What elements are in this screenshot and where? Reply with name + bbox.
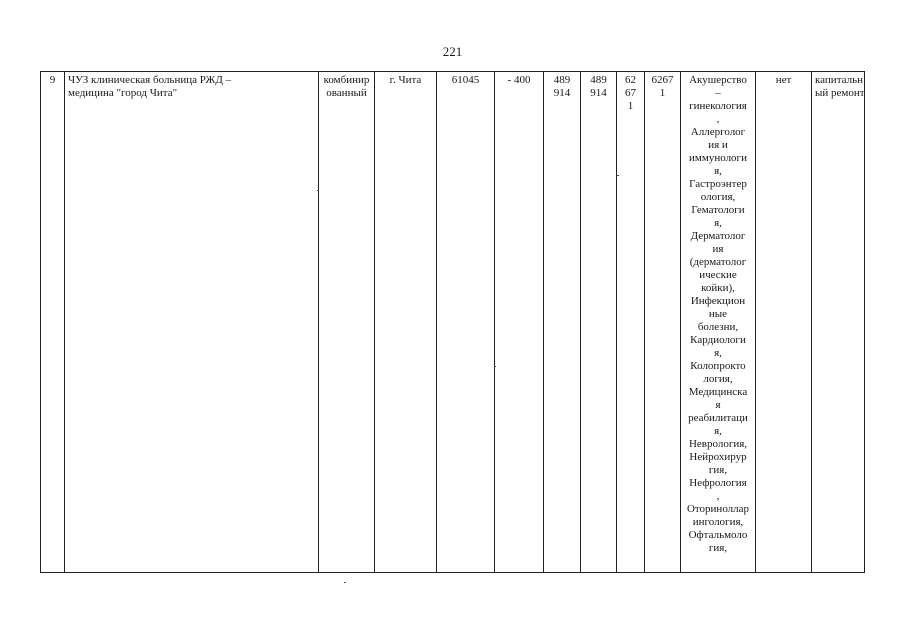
medical-profile-line: гия, [708,542,728,554]
type-line: комбинир [323,74,370,86]
medical-profile-line: гинекология [689,100,747,112]
scan-speck [317,190,319,191]
medical-profile-line: логия, [703,373,733,385]
medical-profile-line: иммунологи [689,152,747,164]
work-type-line: капитальн [815,74,864,86]
institution-name-cell [65,72,319,573]
availability-cell: нет [756,72,812,573]
page-number: 221 [442,44,463,59]
medical-profile-line: Инфекцион [690,295,746,307]
medical-profile-line: Кардиологи [690,334,746,346]
medical-profile-line: Офтальмоло [688,529,748,541]
medical-profile-line: Оториноллар [686,503,750,515]
medical-profile-line: ология, [700,191,736,203]
medical-profile-line: я, [714,347,722,359]
work-type-cell [812,72,865,573]
medical-profile-line: Нефрология [689,477,747,489]
code-cell: 61045 [437,72,495,573]
medical-profile-line: Колопрокто [690,360,746,372]
work-type-line: ый ремонт [815,87,865,99]
medical-profile-line: Медицинска [688,386,748,398]
value-a-line: 489 [553,74,571,86]
medical-profile-line: я [715,399,721,411]
institution-type-cell [319,72,375,573]
medical-profile-line: Дерматолог [690,230,746,242]
table-row [41,72,865,573]
medical-profile-line: , [716,113,720,125]
value-b-cell [581,72,617,573]
medical-profile-line: Аллерголог [690,126,746,138]
medical-profile-line: я, [714,425,722,437]
medical-profile-line: Гематологи [691,204,745,216]
delta-cell: - 400 [495,72,544,573]
value-a-line: 914 [553,87,571,99]
medical-profile-line: Акушерство [689,74,747,86]
medical-profile-line: реабилитаци [688,412,748,424]
value-d-cell [645,72,681,573]
medical-profile-line: я, [714,165,722,177]
institution-name-line: медицина "город Чита" [68,87,178,99]
value-b-line: 489 [590,74,607,86]
scan-speck [494,366,496,367]
type-line: ованный [326,87,367,99]
medical-profile-line: Нейрохирур [689,451,747,463]
value-d-line: 1 [659,87,666,99]
value-c-cell [617,72,645,573]
medical-profile-line: , [716,490,720,502]
value-c-line: 1 [627,100,634,112]
medical-profile-line: – [715,87,721,99]
value-a-cell [544,72,581,573]
row-number-cell: 9 [41,72,65,573]
medical-profile-line: ингология, [692,516,744,528]
medical-profile-line: Гастроэнтер [689,178,747,190]
medical-profile-line: ия [712,243,724,255]
medical-profile-line: я, [714,217,722,229]
medical-profile-line: койки), [701,282,735,294]
medical-profiles-cell [681,72,756,573]
scan-speck [617,175,619,176]
value-c-line: 67 [625,87,636,99]
medical-profile-line: (дерматолог [689,256,747,268]
medical-profile-line: ия и [708,139,728,151]
institution-name-line: ЧУЗ клиническая больница РЖД – [68,74,232,86]
medical-profile-line: ические [699,269,737,281]
value-c-line: 62 [625,74,636,86]
medical-profile-line: ные [708,308,728,320]
scan-speck [344,582,346,583]
data-table [40,71,865,573]
medical-profile-line: болезни, [697,321,739,333]
value-b-line: 914 [590,87,607,99]
value-d-line: 6267 [651,74,674,86]
city-cell: г. Чита [375,72,437,573]
medical-profile-line: Неврология, [688,438,748,450]
medical-profile-line: гия, [708,464,728,476]
